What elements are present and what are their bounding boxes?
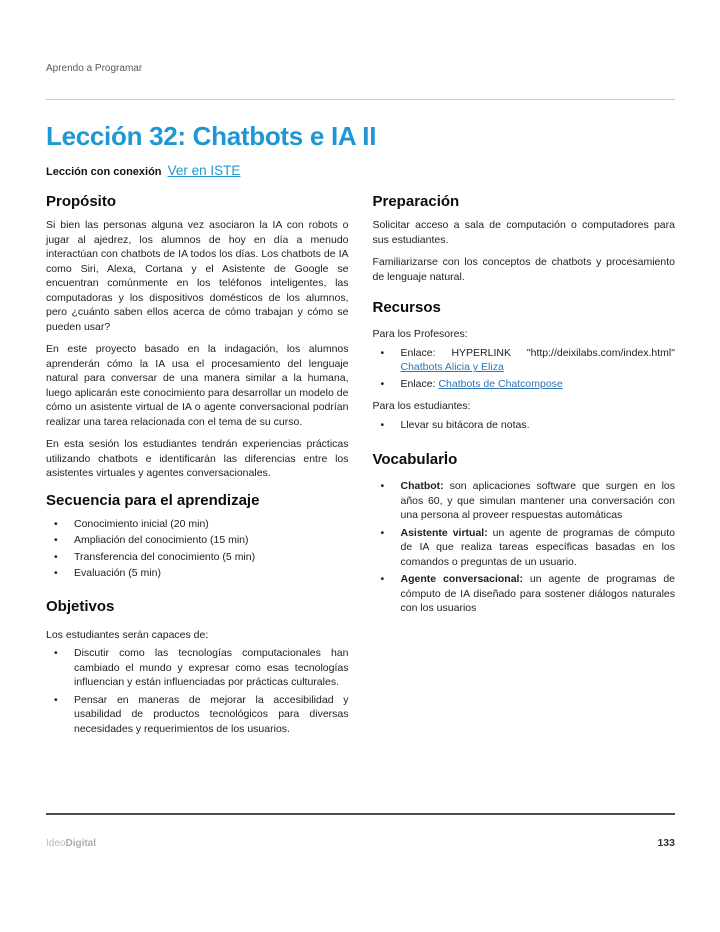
- recursos-students-label: Para los estudiantes:: [372, 400, 471, 412]
- list-item: [373, 346, 676, 375]
- page-number: 133: [657, 837, 675, 849]
- vocab-item: [373, 572, 676, 616]
- vocab-term: Agente conversacional:: [400, 573, 523, 585]
- vocab-term: Asistente virtual:: [400, 526, 488, 539]
- header-divider: [46, 99, 675, 100]
- preparacion-paragraph: Familiarizarse con los conceptos de chatbots y procesamiento de lenguaje natural.: [372, 256, 675, 283]
- header-app-name: Aprendo a Programar: [46, 63, 143, 74]
- footer-brand-light: Ideo: [46, 838, 66, 849]
- vocab-definition: un agente de programas de cómputo de IA diseñado para sostener diálogos naturales con los usuarios: [400, 573, 676, 614]
- link-chatbots-chatcompose[interactable]: Chatbots de Chatcompose: [438, 377, 563, 390]
- list-item: • Ampliación del conocimiento (15 min): [46, 533, 349, 548]
- objetivos-intro: Los estudiantes serán capaces de:: [46, 628, 209, 641]
- proposito-paragraph: Si bien las personas alguna vez asociaron la IA con robots o jugar al ajedrez, los alumnos de hoy en día a menudo interactúan con chatbots de IA todos los días. Los chatbots de IA como Siri, Alexa, Cortana y el Asistente de Google se encuentran comúnmente en los teléfonos inteligentes, las computadoras y los dispositivos domésticos de los alumnos, pero ¿cuánto saben ellos acerca de cómo trabajan y cómo se pueden usar?: [46, 219, 349, 333]
- left-column: [46, 182, 349, 739]
- enlace-label: Enlace:: [400, 377, 439, 390]
- right-column: [373, 182, 676, 739]
- preparacion-paragraph: Solicitar acceso a sala de computación o computadores para sus estudiantes.: [372, 219, 675, 246]
- list-item: • Pensar en maneras de mejorar la accesibilidad y usabilidad de productos tecnológicos para diversas necesidades y requerimientos de los usuarios.: [46, 693, 349, 737]
- section-heading-proposito: Propósito: [46, 193, 116, 210]
- section-heading-recursos: Recursos: [372, 299, 441, 316]
- footer-brand: [46, 838, 96, 849]
- list-item: • Evaluación (5 min): [46, 566, 349, 581]
- list-item: • Llevar su bitácora de notas.: [373, 418, 676, 433]
- page-footer: [46, 813, 675, 849]
- proposito-paragraph: En este proyecto basado en la indagación, los alumnos aprenderán cómo la IA usa el procesamiento del lenguaje natural para conversar de una manera similar a la humana, luego aplicarán este conocimiento para desarrollar un modelo de cómo un asistente virtual de IA o agente conversacional podrían realizar una tarea relacionada con el tema de su curso.: [46, 343, 349, 428]
- list-item: • Conocimiento inicial (20 min): [46, 517, 349, 532]
- vocab-item: [373, 479, 676, 523]
- list-item: [373, 377, 676, 392]
- page-title: Lección 32: Chatbots e IA II: [46, 121, 377, 151]
- proposito-paragraph: En esta sesión los estudiantes tendrán experiencias prácticas utilizando chatbots e identificarán las diferencias entre los asistentes virtuales y agentes conversacionales.: [46, 438, 349, 479]
- section-heading-secuencia: Secuencia para el aprendizaje: [46, 491, 260, 509]
- two-column-layout: [46, 182, 675, 739]
- enlace-label: • Enlace:: [400, 346, 436, 359]
- link-chatbots-alicia-eliza[interactable]: Chatbots Alicia y Eliza: [400, 361, 504, 373]
- vocab-term: Chatbot:: [400, 480, 444, 492]
- lesson-connection-label: Lección con conexión: [46, 166, 162, 178]
- list-item: • Discutir como las tecnologías computacionales han cambiado el mundo y expresar como esas tecnologías influencian y están influenciadas por prácticas culturales.: [46, 646, 349, 690]
- section-heading-objetivos: Objetivos: [46, 597, 115, 615]
- lesson-connection-line: [46, 163, 675, 178]
- list-item: • Transferencia del conocimiento (5 min): [46, 550, 349, 565]
- section-heading-preparacion: Preparación: [372, 193, 460, 210]
- vocab-definition: un agente de programas de cómputo de IA que realiza tareas específicas basadas en los comandos o preguntas de un usuario.: [400, 526, 675, 568]
- footer-brand-bold: Digital: [65, 838, 97, 849]
- recursos-teachers-label: Para los Profesores:: [372, 328, 468, 340]
- hyperlink-url: "http://deixilabs.com/index.html": [526, 346, 675, 359]
- section-heading-vocabulario: Vocabularİo: [372, 451, 458, 468]
- hyperlink-field-line: [401, 346, 676, 361]
- vocab-item: [373, 526, 676, 570]
- hyperlink-keyword: HYPERLINK: [451, 346, 511, 359]
- vocab-definition: son aplicaciones software que surgen en los años 60, y que simulan mantener una conversación con una persona al proveer respuestas automáticas: [400, 480, 675, 521]
- iste-link[interactable]: Ver en ISTE: [167, 163, 241, 178]
